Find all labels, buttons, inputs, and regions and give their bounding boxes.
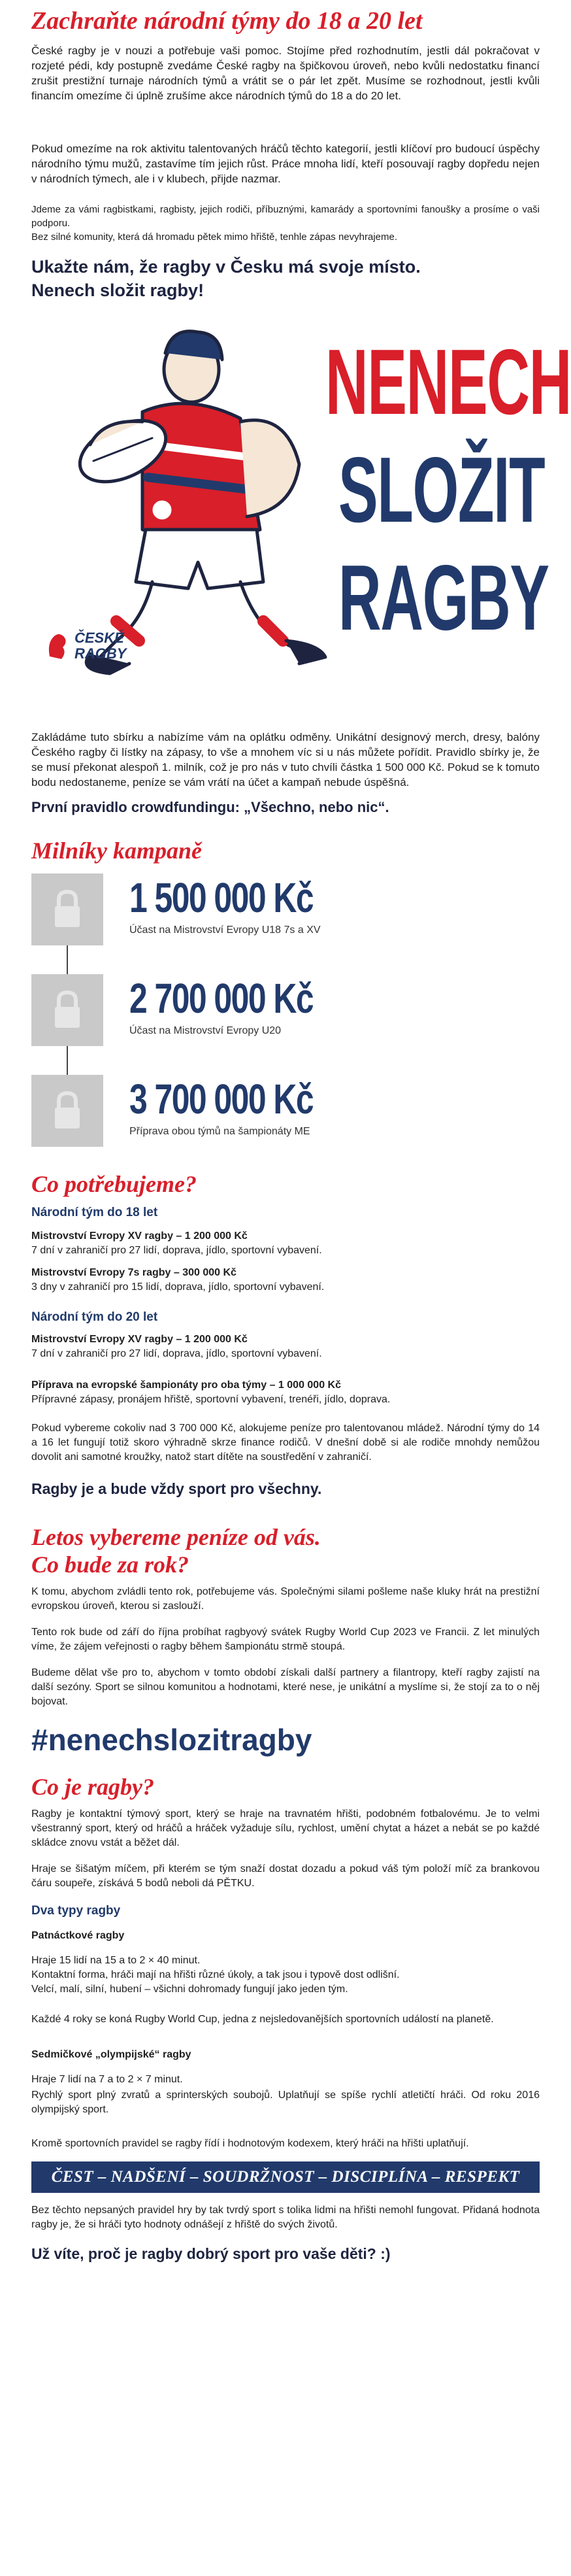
about-paragraph-1: Ragby je kontaktní týmový sport, který se hraje na travnatém hřišti, podobném fotbalovému. Je to velmi všestranný sport, který od hráčů a hráček vyžaduje sílu, rychlost, umění chytat a házet a nebát se po každé skládce znovu vstát a běžet dál. [31, 1808, 540, 1848]
milestone-3-amount: 3 700 000 Kč [129, 1076, 314, 1123]
needs-closing: Ragby je a bude vždy sport pro všechny. [31, 1480, 322, 1497]
slogan-line-1: NENECH [325, 330, 571, 434]
logo-text-line-1: ČESKÉ [74, 630, 124, 646]
fifteens-line-4: Každé 4 roky se koná Rugby World Cup, jedna z nejsledovanějších sportovních událostí na planetě. [31, 2014, 494, 2025]
milestone-3 [31, 1075, 540, 1153]
cta-line-2: Nenech složit ragby! [31, 280, 204, 300]
milestone-1-amount: 1 500 000 Kč [129, 874, 314, 921]
final-question: Už víte, proč je ragby dobrý sport pro vaše děti? :) [31, 2245, 391, 2262]
needs-extra: Pokud vybereme cokoliv nad 3 700 000 Kč, alokujeme peníze pro talentovanou mládež. Národní týmy do 14 a 16 let fungují totiž skoro výhradně skrze finance rodičů. V dnešní době si ale rodiče mnohdy nemůžou dovolit ani samotné kroužky, natož start dítěte na soustředění v zahraničí. [31, 1423, 540, 1463]
hero-banner [31, 314, 571, 706]
needs-title: Co potřebujeme? [31, 1171, 197, 1197]
values-paragraph: Bez těchto nepsaných pravidel hry by tak tvrdý sport s tolika lidmi na hřišti nemohl fungovat. Přidaná hodnota ragby je, že si hráči tyto hodnoty odnášejí z hřiště do svých životů. [31, 2205, 540, 2230]
u20-title: Národní tým do 20 let [31, 1310, 158, 1324]
about-title: Co je ragby? [31, 1774, 154, 1800]
values-banner: ČEST – NADŠENÍ – SOUDRŽNOST – DISCIPLÍNA – RESPEKT [31, 2161, 540, 2193]
sevens-title: Sedmičkové „olympijské“ ragby [31, 2049, 191, 2060]
fifteens-title: Patnáctkové ragby [31, 1930, 125, 1941]
milestone-3-desc: Příprava obou týmů na šampionáty ME [129, 1126, 310, 1137]
u18-title: Národní tým do 18 let [31, 1206, 158, 1219]
intro-paragraph-3: Jdeme za vámi ragbistkami, ragbisty, jejich rodiči, příbuznými, kamarády a sportovními fanoušky a prosíme o vaši podporu. [31, 204, 540, 229]
fifteens-line-1: Hraje 15 lidí na 15 a to 2 × 40 minut. [31, 1955, 201, 1966]
milestone-1 [31, 873, 540, 952]
sevens-line-1: Hraje 7 lidí na 7 a to 2 × 7 minut. [31, 2074, 183, 2085]
types-title: Dva typy ragby [31, 1904, 121, 1918]
logo-text-line-2: RAGBY [74, 645, 127, 662]
milestone-2-lock-box [31, 974, 103, 1046]
lion-icon [44, 630, 71, 663]
u18-7s-desc: 3 dny v zahraničí pro 15 lidí, doprava, jídlo, sportovní vybavení. [31, 1281, 325, 1293]
milestone-2-amount: 2 700 000 Kč [129, 975, 314, 1022]
reward-paragraph: Zakládáme tuto sbírku a nabízíme vám na oplátku odměny. Unikátní designový merch, dresy, balóny Českého ragby či lístky na zápasy, to vše a mnohem víc si u nás můžete pořídit. Pravidlo sbírky je, že se musí překonat alespoň 1. milník, což je pro nás v tuto chvíli částka 1 500 000 Kč. Pokud se k tomuto bodu nedostaneme, peníze se vám vrátí na účet a kampaň nebude úspěšná. [31, 731, 540, 788]
fifteens-line-3: Velcí, malí, silní, hubení – všichni dohromady fungují jako jeden tým. [31, 1984, 348, 1995]
slogan-line-2: SLOŽIT [338, 438, 545, 542]
milestone-3-lock-box [31, 1075, 103, 1147]
lock-icon [31, 1075, 103, 1147]
ceske-ragby-logo [44, 628, 136, 667]
milestones-title: Milníky kampaně [31, 838, 203, 864]
hashtag: #nenechslozitragby [31, 1723, 312, 1757]
u20-xv-desc: 7 dní v zahraničí pro 27 lidí, doprava, jídlo, sportovní vybavení. [31, 1348, 322, 1359]
cta-line-1: Ukažte nám, že ragby v Česku má svoje místo. [31, 257, 421, 277]
u18-xv-title: Mistrovství Evropy XV ragby – 1 200 000 Kč [31, 1230, 248, 1242]
prep-desc: Přípravné zápasy, pronájem hřiště, sportovní vybavení, trenéři, jídlo, doprava. [31, 1394, 391, 1405]
slogan-line-3: RAGBY [338, 546, 549, 650]
intro-paragraph-1: České ragby je v nouzi a potřebuje vaši pomoc. Stojíme před rozhodnutím, jestli dál pokračovat v rozjeté pédi, kdy postupně zvedáme České ragby na špičkovou úroveň, nebo kvůli nedostatku financí zrušit prestižní turnaje národních týmů a vrátit se o pár let zpět. Musíme se rozhodnout, jestli kvůli financím omezíme či úplně zrušíme akce národních týmů do 18 a do 20 let. [31, 44, 540, 102]
crowdfunding-rule: První pravidlo crowdfundingu: „Všechno, nebo nic“. [31, 799, 389, 815]
future-paragraph-3: Budeme dělat vše pro to, abychom v tomto období získali další partnery a filantropy, kteří ragby zajistí na další sezóny. Sport se silnou komunitou a hodnotami, které nese, je unikátní a myslíme si, že stojí za to o něj bojovat. [31, 1667, 540, 1707]
u18-7s-title: Mistrovství Evropy 7s ragby – 300 000 Kč [31, 1267, 237, 1278]
prep-title: Příprava na evropské šampionáty pro oba týmy – 1 000 000 Kč [31, 1380, 341, 1391]
page-title: Zachraňte národní týmy do 18 a 20 let [31, 7, 423, 35]
u20-xv-title: Mistrovství Evropy XV ragby – 1 200 000 Kč [31, 1334, 248, 1345]
intro-paragraph-4: Bez silné komunity, která dá hromadu pětek mimo hřiště, tenhle zápas nevyhrajeme. [31, 231, 397, 243]
future-paragraph-1: K tomu, abychom zvládli tento rok, potřebujeme vás. Společnými silami pošleme naše kluky hrát na prestižní evropskou úroveň, kterou si zaslouží. [31, 1586, 540, 1612]
about-paragraph-2: Hraje se šišatým míčem, při kterém se tým snaží dostat dozadu a pokud váš tým položí míč za brankovou čáru soupeře, získává 5 bodů neboli dá PĚTKU. [31, 1863, 540, 1889]
milestone-1-desc: Účast na Mistrovství Evropy U18 7s a XV [129, 924, 321, 936]
lock-icon [31, 873, 103, 945]
intro-paragraph-2: Pokud omezíme na rok aktivitu talentovaných hráčů těchto kategorií, jestli klíčoví pro budoucí úspěchy národního týmu mužů, zastavíme tím jejich růst. Práce mnoha lidí, kteří posouvají ragby dopředu nejen v národních týmech, ale i v klubech, přijde nazmar. [31, 143, 540, 185]
values-intro: Kromě sportovních pravidel se ragby řídí i hodnotovým kodexem, který hráči na hřišti uplatňují. [31, 2138, 469, 2149]
future-paragraph-2: Tento rok bude od září do října probíhat ragbyový svátek Rugby World Cup 2023 ve Francii. Z let minulých víme, že zájem veřejnosti o ragby během šampionátu strmě stoupá. [31, 1627, 540, 1652]
future-title-line-1: Letos vybereme peníze od vás. [31, 1524, 321, 1550]
u18-xv-desc: 7 dní v zahraničí pro 27 lidí, doprava, jídlo, sportovní vybavení. [31, 1245, 322, 1256]
milestone-2 [31, 974, 540, 1053]
lock-icon [31, 974, 103, 1046]
future-title-line-2: Co bude za rok? [31, 1551, 189, 1578]
sevens-line-2: Rychlý sport plný zvratů a sprinterských soubojů. Uplatňují se spíše rychlí atletičtí hráči. Od roku 2016 olympijský sport. [31, 2090, 540, 2115]
fifteens-line-2: Kontaktní forma, hráči mají na hřišti různé úkoly, a tak jsou i typově dost odlišní. [31, 1969, 400, 1980]
milestone-1-lock-box [31, 873, 103, 945]
milestone-2-desc: Účast na Mistrovství Evropy U20 [129, 1025, 282, 1036]
